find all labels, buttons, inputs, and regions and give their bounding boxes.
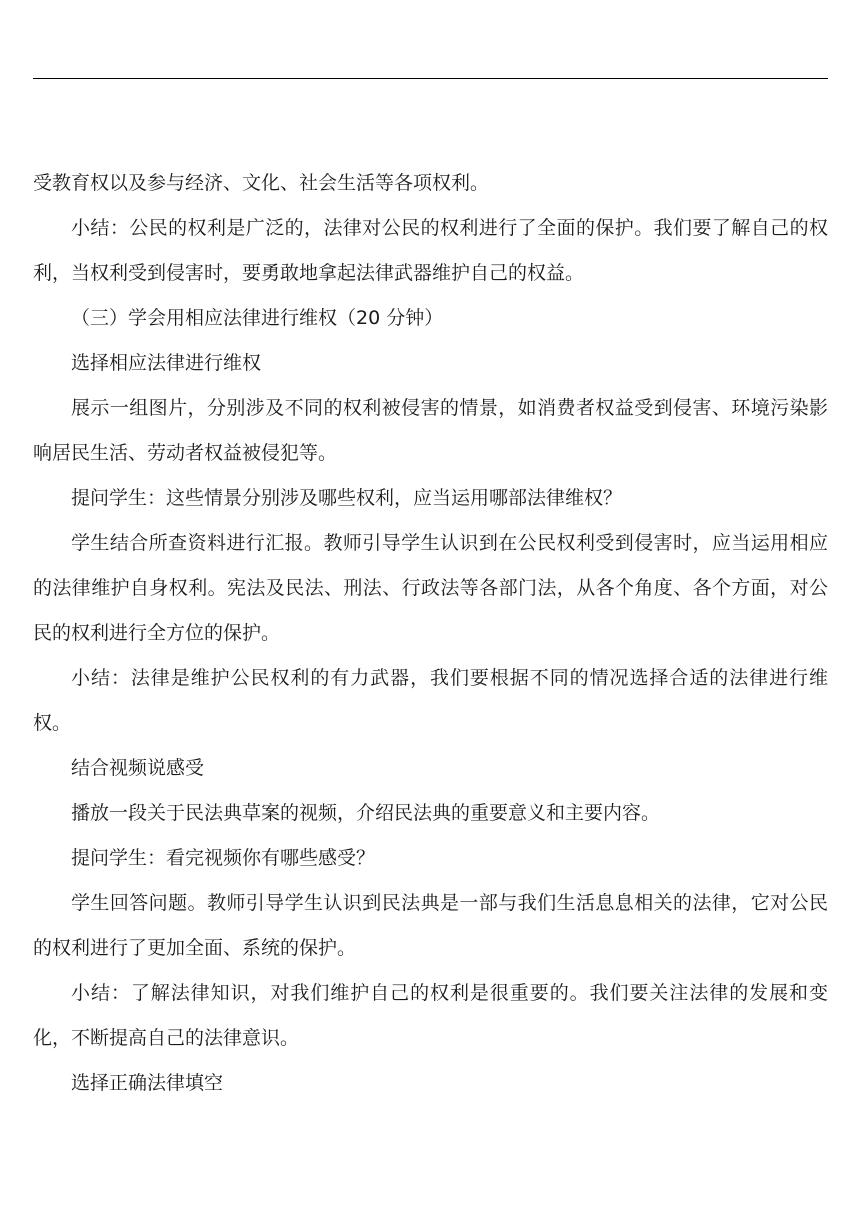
subheading-fill-blank: 选择正确法律填空 bbox=[71, 1072, 224, 1094]
paragraph-summary-weapon: 小结：法律是维护公民权利的有力武器，我们要根据不同的情况选择合适的法律进行维权。 bbox=[33, 667, 828, 734]
paragraph-student-answer: 学生回答问题。教师引导学生认识到民法典是一部与我们生活息息相关的法律，它对公民的权利进行了更加全面、系统的保护。 bbox=[33, 892, 828, 959]
paragraph-summary-knowledge: 小结：了解法律知识，对我们维护自己的权利是很重要的。我们要关注法律的发展和变化，不断提高自己的法律意识。 bbox=[33, 982, 828, 1049]
subheading-choose-law: 选择相应法律进行维权 bbox=[71, 352, 262, 374]
paragraph-play-video: 播放一段关于民法典草案的视频，介绍民法典的重要意义和主要内容。 bbox=[71, 802, 661, 824]
paragraph-question-scenarios: 提问学生：这些情景分别涉及哪些权利，应当运用哪部法律维权？ bbox=[71, 487, 623, 509]
subheading-video: 结合视频说感受 bbox=[71, 757, 205, 779]
paragraph-rights-continued: 受教育权以及参与经济、文化、社会生活等各项权利。 bbox=[33, 172, 490, 194]
paragraph-show-pictures: 展示一组图片，分别涉及不同的权利被侵害的情景，如消费者权益受到侵害、环境污染影响居民生活、劳动者权益被侵犯等。 bbox=[33, 397, 828, 464]
paragraph-summary-rights: 小结：公民的权利是广泛的，法律对公民的权利进行了全面的保护。我们要了解自己的权利，当权利受到侵害时，要勇敢地拿起法律武器维护自己的权益。 bbox=[33, 217, 828, 284]
header-rule bbox=[33, 78, 828, 79]
section-heading-three: （三）学会用相应法律进行维权（20 分钟） bbox=[71, 307, 444, 329]
paragraph-question-video: 提问学生：看完视频你有哪些感受？ bbox=[71, 847, 376, 869]
paragraph-student-report: 学生结合所查资料进行汇报。教师引导学生认识到在公民权利受到侵害时，应当运用相应的法律维护自身权利。宪法及民法、刑法、行政法等各部门法，从各个角度、各个方面，对公民的权利进行全方位的保护。 bbox=[33, 532, 828, 644]
document-body bbox=[33, 161, 828, 1106]
